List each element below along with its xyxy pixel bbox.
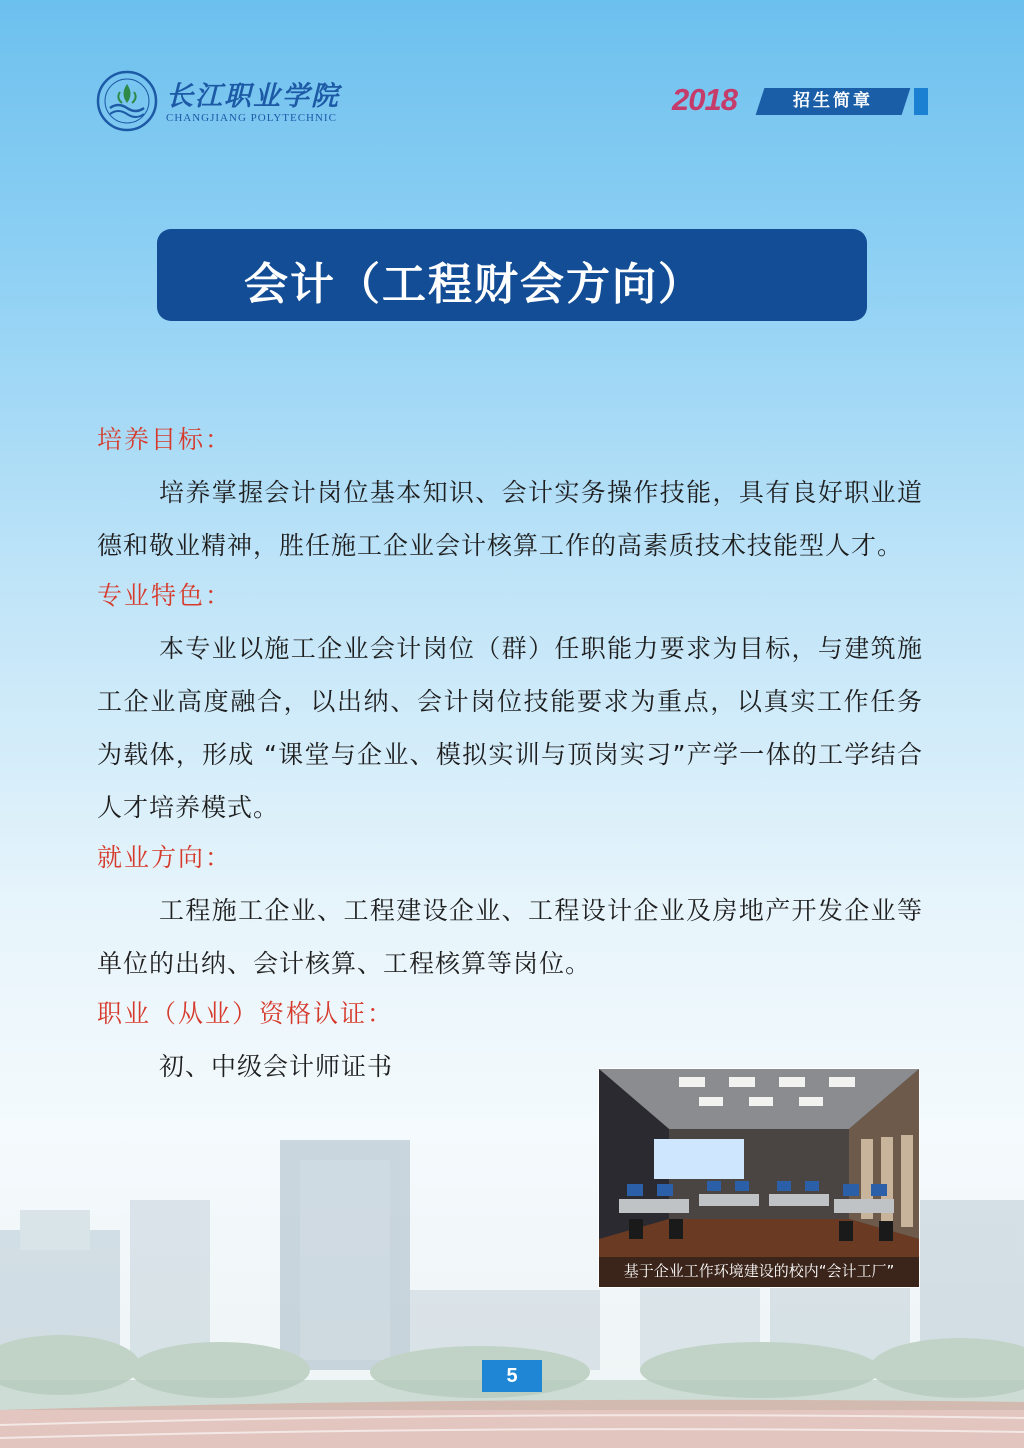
school-name-cn: 长江职业学院 xyxy=(166,81,340,112)
section-heading-career: 就业方向： xyxy=(97,843,233,872)
section-text-goal: 培养掌握会计岗位基本知识、会计实务操作技能，具有良好职业道德和敬业精神，胜任施工企业会计核算工作的高素质技术技能型人才。 xyxy=(97,478,923,560)
accounting-factory-photo xyxy=(598,1068,920,1288)
section-text-feature: 本专业以施工企业会计岗位（群）任职能力要求为目标，与建筑施工企业高度融合，以出纳、会计岗位技能要求为重点，以真实工作任务为载体，形成 “课堂与企业、模拟实训与顶岗实习”产学一体的工学结合人才培养模式。 xyxy=(97,634,923,822)
brochure-year: 2018 xyxy=(672,82,737,117)
page-title: 会计（工程财会方向） xyxy=(244,259,704,310)
page-header xyxy=(0,0,1024,150)
section-heading-feature: 专业特色： xyxy=(97,581,233,610)
section-heading-goal: 培养目标： xyxy=(97,425,233,454)
school-emblem-icon xyxy=(96,70,158,132)
section-text-certificate: 初、中级会计师证书 xyxy=(159,1052,394,1081)
computer-lab-image xyxy=(599,1069,919,1287)
section-heading-certificate: 职业（从业）资格认证： xyxy=(97,999,395,1028)
content-body xyxy=(97,418,927,1095)
brochure-tag-bar xyxy=(914,88,928,115)
photo-caption: 基于企业工作环境建设的校内“会计工厂” xyxy=(623,1262,895,1280)
page-number: 5 xyxy=(506,1365,518,1387)
school-name-en: CHANGJIANG POLYTECHNIC xyxy=(166,112,337,124)
section-text-career: 工程施工企业、工程建设企业、工程设计企业及房地产开发企业等单位的出纳、会计核算、工程核算等岗位。 xyxy=(97,896,923,978)
brochure-label: 招生简章 xyxy=(793,91,873,111)
